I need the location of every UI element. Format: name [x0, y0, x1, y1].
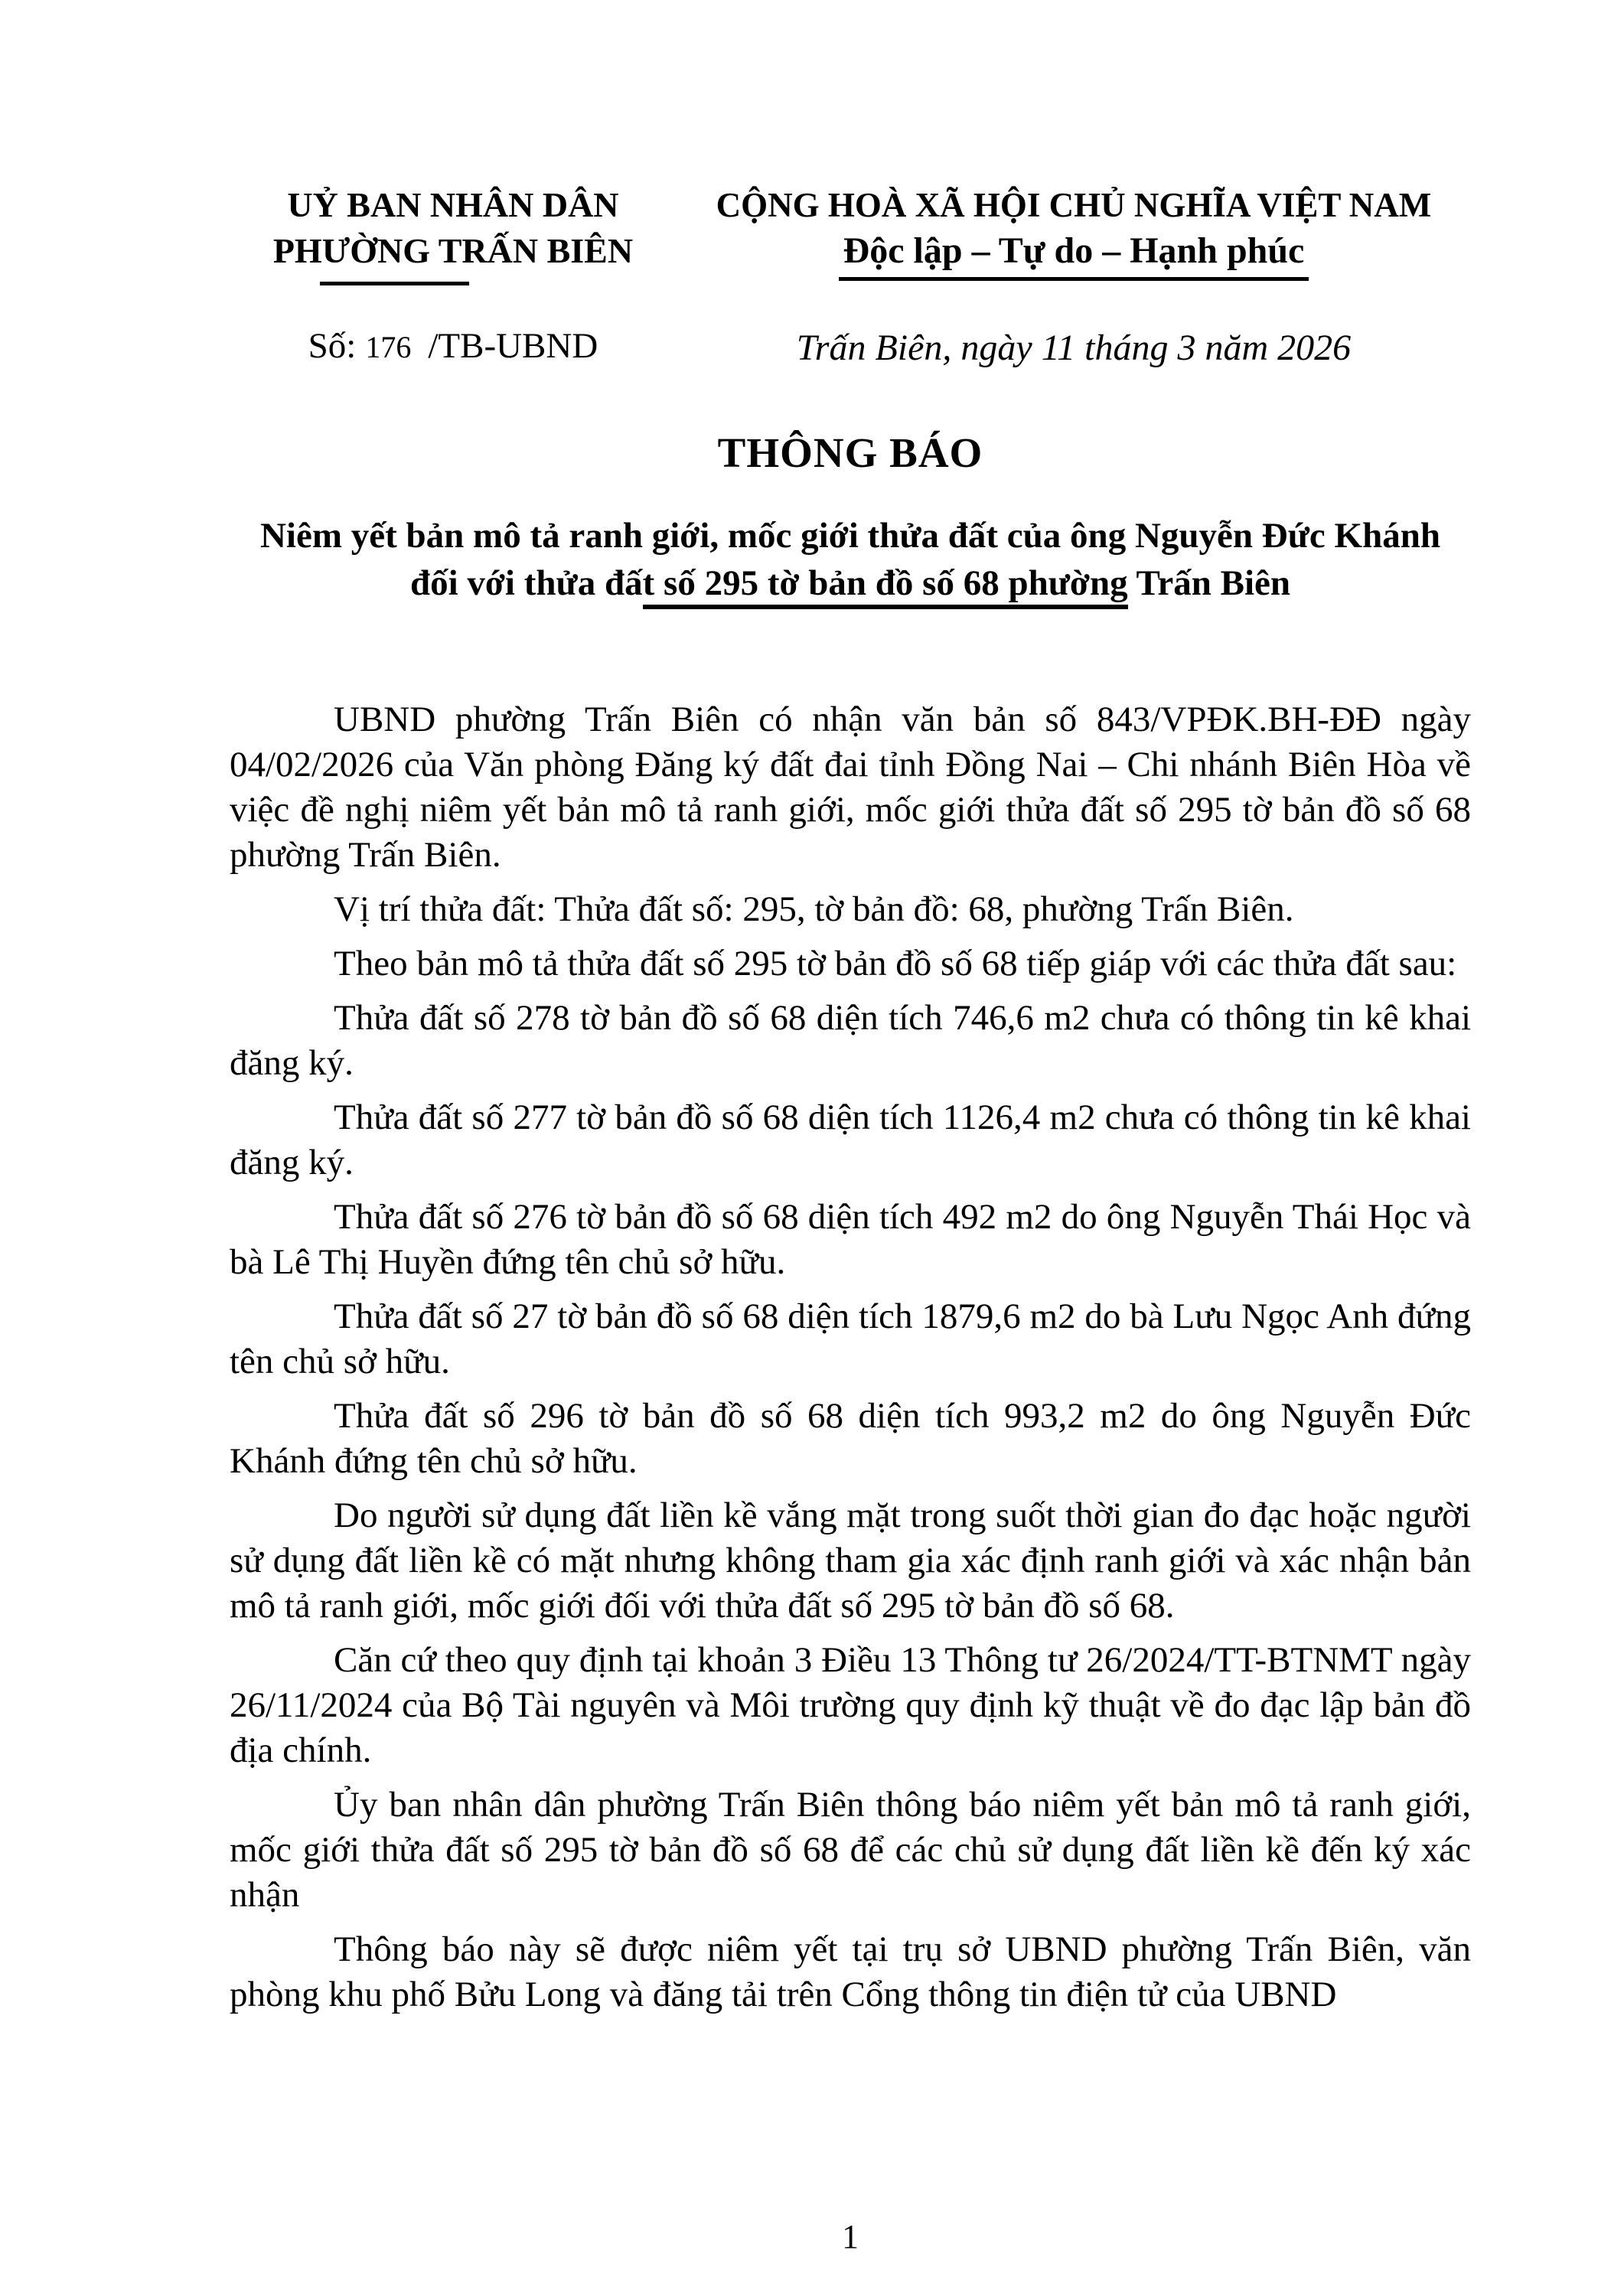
document-number-line	[230, 325, 677, 367]
body-paragraph: Thửa đất số 278 tờ bản đồ số 68 diện tích 746,6 m2 chưa có thông tin kê khai đăng ký.	[230, 998, 1471, 1083]
body-paragraph: Thửa đất số 277 tờ bản đồ số 68 diện tích 1126,4 m2 chưa có thông tin kê khai đăng ký.	[230, 1097, 1471, 1182]
document-body	[230, 697, 1471, 2017]
body-paragraph: UBND phường Trấn Biên có nhận văn bản số 843/VPĐK.BH-ĐĐ ngày 04/02/2026 của Văn phòng Đăng ký đất đai tỉnh Đồng Nai – Chi nhánh Biên Hòa về việc đề nghị niêm yết bản mô tả ranh giới, mốc giới thửa đất số 295 tờ bản đồ số 68 phường Trấn Biên.	[230, 700, 1471, 875]
page-number: 1	[842, 2218, 859, 2255]
document-header	[230, 182, 1471, 369]
body-paragraph: Thông báo này sẽ được niêm yết tại trụ sở UBND phường Trấn Biên, văn phòng khu phố Bửu Long và đăng tải trên Cổng thông tin điện tử của UBND	[230, 1929, 1471, 2014]
place-and-date-line: Trấn Biên, ngày 11 tháng 3 năm 2026	[796, 328, 1352, 368]
issuing-authority-block	[230, 182, 677, 369]
body-paragraph: Thửa đất số 276 tờ bản đồ số 68 diện tích 492 m2 do ông Nguyễn Thái Học và bà Lê Thị Huyền đứng tên chủ sở hữu.	[230, 1197, 1471, 1282]
subject-line2-pre: đối với thửa đấ	[409, 563, 643, 603]
body-paragraph: Ủy ban nhân dân phường Trấn Biên thông báo niêm yết bản mô tả ranh giới, mốc giới thửa đất số 295 tờ bản đồ số 68 để các chủ sử dụng đất liền kề đến ký xác nhận	[230, 1785, 1471, 1915]
subject-line2-post: Trấn Biên	[1127, 563, 1291, 603]
document-number-value: 176	[365, 330, 412, 364]
document-number-suffix: /TB-UBND	[428, 326, 598, 366]
subject-line2	[230, 559, 1471, 607]
subject-line2-underlined: t số 295 tờ bản đồ số 68 phường	[643, 563, 1128, 609]
document-subject	[230, 512, 1471, 607]
body-paragraph: Vị trí thửa đất: Thửa đất số: 295, tờ bản đồ: 68, phường Trấn Biên.	[334, 889, 1294, 929]
national-motto-line1: CỘNG HOÀ XÃ HỘI CHỦ NGHĨA VIỆT NAM	[716, 186, 1432, 224]
document-type-title: THÔNG BÁO	[717, 429, 983, 476]
issuer-underline-rule	[320, 282, 469, 285]
body-paragraph: Thửa đất số 27 tờ bản đồ số 68 diện tích 1879,6 m2 do bà Lưu Ngọc Anh đứng tên chủ sở hữu.	[230, 1296, 1471, 1381]
body-paragraph: Do người sử dụng đất liền kề vắng mặt trong suốt thời gian đo đạc hoặc người sử dụng đất liền kề có mặt nhưng không tham gia xác định ranh giới và xác nhận bản mô tả ranh giới, mốc giới đối với thửa đất số 295 tờ bản đồ số 68.	[230, 1495, 1471, 1626]
body-paragraph: Theo bản mô tả thửa đất số 295 tờ bản đồ số 68 tiếp giáp với các thửa đất sau:	[334, 944, 1457, 983]
subject-line1: Niêm yết bản mô tả ranh giới, mốc giới thửa đất của ông Nguyễn Đức Khánh	[259, 516, 1441, 556]
body-paragraph: Thửa đất số 296 tờ bản đồ số 68 diện tích 993,2 m2 do ông Nguyễn Đức Khánh đứng tên chủ sở hữu.	[230, 1396, 1471, 1481]
title-block	[230, 429, 1471, 607]
national-header-block	[677, 182, 1471, 369]
body-paragraph: Căn cứ theo quy định tại khoản 3 Điều 13 Thông tư 26/2024/TT-BTNMT ngày 26/11/2024 của Bộ Tài nguyên và Môi trường quy định kỹ thuật về đo đạc lập bản đồ địa chính.	[230, 1640, 1471, 1770]
issuer-name-line1: UỶ BAN NHÂN DÂN	[287, 185, 619, 224]
document-number-label: Số:	[308, 326, 357, 366]
issuer-name-line2: PHƯỜNG TRẤN BIÊN	[272, 231, 634, 270]
national-motto-line2: Độc lập – Tự do – Hạnh phúc	[839, 230, 1309, 281]
